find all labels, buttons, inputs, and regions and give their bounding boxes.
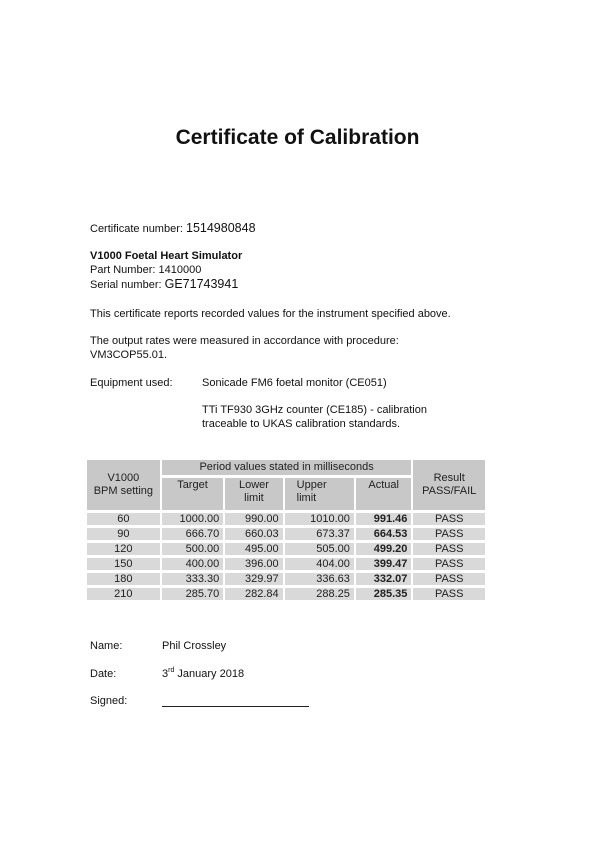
cell-target: 400.00	[162, 558, 224, 570]
part-number-label: Part Number:	[90, 264, 156, 276]
cell-actual: 499.20	[356, 543, 412, 555]
header-upper-line1: Upper	[296, 479, 327, 491]
header-actual: Actual	[356, 478, 412, 510]
header-lower-limit	[225, 478, 282, 510]
certificate-number-value: 1514980848	[186, 221, 256, 235]
header-bpm-setting	[87, 460, 160, 510]
cell-upper: 505.00	[285, 543, 354, 555]
serial-number-line	[90, 277, 238, 292]
date-label: Date:	[90, 668, 117, 680]
cell-lower: 660.03	[225, 528, 282, 540]
cell-upper: 288.25	[285, 588, 354, 600]
table-row	[87, 558, 485, 570]
cell-bpm: 210	[87, 588, 160, 600]
serial-number-label: Serial number:	[90, 279, 162, 291]
cell-result: PASS	[413, 543, 485, 555]
cell-lower: 990.00	[225, 513, 282, 525]
cell-bpm: 150	[87, 558, 160, 570]
header-upper-limit	[285, 478, 354, 510]
header-upper-line2: limit	[296, 492, 317, 504]
table-row	[87, 513, 485, 525]
date-value	[162, 667, 244, 681]
header-bpm-line2: BPM setting	[93, 485, 154, 497]
signature-line	[162, 706, 309, 707]
equipment-item-counter-line1: TTi TF930 3GHz counter (CE185) - calibration	[202, 404, 427, 416]
date-rest: January 2018	[174, 668, 245, 680]
equipment-item-counter-line2: traceable to UKAS calibration standards.	[202, 418, 401, 430]
table-row	[87, 573, 485, 585]
cell-target: 285.70	[162, 588, 224, 600]
header-target: Target	[162, 478, 224, 510]
header-lower-line2: limit	[244, 492, 264, 504]
procedure-code: VM3COP55.01.	[90, 349, 168, 361]
header-result	[413, 460, 485, 510]
table-row	[87, 588, 485, 600]
cell-upper: 1010.00	[285, 513, 354, 525]
cell-result: PASS	[413, 558, 485, 570]
date-suffix: rd	[168, 667, 175, 674]
cell-bpm: 60	[87, 513, 160, 525]
cell-lower: 329.97	[225, 573, 282, 585]
procedure-statement-line1: The output rates were measured in accordance with procedure:	[90, 335, 399, 347]
name-value: Phil Crossley	[162, 640, 227, 652]
serial-number-value: GE71743941	[164, 277, 239, 291]
part-number-line	[90, 263, 201, 277]
certificate-number-line	[90, 221, 256, 236]
cell-result: PASS	[413, 513, 485, 525]
equipment-label: Equipment used:	[90, 377, 173, 389]
cell-bpm: 180	[87, 573, 160, 585]
certificate-title: Certificate of Calibration	[175, 126, 420, 149]
cell-result: PASS	[413, 573, 485, 585]
cell-actual: 285.35	[356, 588, 412, 600]
table-row	[87, 528, 485, 540]
cell-actual: 664.53	[356, 528, 412, 540]
header-bpm-line1: V1000	[107, 472, 140, 484]
cell-upper: 336.63	[285, 573, 354, 585]
reports-statement: This certificate reports recorded values for the instrument specified above.	[90, 308, 451, 320]
cell-lower: 495.00	[225, 543, 282, 555]
cell-upper: 404.00	[285, 558, 354, 570]
header-lower-line1: Lower	[238, 479, 269, 491]
table-row	[87, 543, 485, 555]
calibration-table	[85, 457, 487, 603]
cell-lower: 282.84	[225, 588, 282, 600]
cell-actual: 399.47	[356, 558, 412, 570]
cell-lower: 396.00	[225, 558, 282, 570]
certificate-number-label: Certificate number:	[90, 223, 183, 235]
cell-target: 333.30	[162, 573, 224, 585]
header-period-group: Period values stated in milliseconds	[162, 460, 412, 475]
date-day: 3	[162, 668, 169, 680]
equipment-item-monitor: Sonicade FM6 foetal monitor (CE051)	[202, 377, 387, 389]
header-result-line1: Result	[433, 472, 465, 484]
cell-result: PASS	[413, 528, 485, 540]
name-label: Name:	[90, 640, 123, 652]
cell-actual: 332.07	[356, 573, 412, 585]
header-result-line2: PASS/FAIL	[422, 485, 477, 497]
cell-bpm: 120	[87, 543, 160, 555]
cell-bpm: 90	[87, 528, 160, 540]
cell-result: PASS	[413, 588, 485, 600]
cell-target: 500.00	[162, 543, 224, 555]
cell-actual: 991.46	[356, 513, 412, 525]
cell-target: 666.70	[162, 528, 224, 540]
signed-label: Signed:	[90, 695, 128, 707]
product-name: V1000 Foetal Heart Simulator	[90, 250, 243, 262]
part-number-value: 1410000	[158, 264, 202, 276]
cell-upper: 673.37	[285, 528, 354, 540]
cell-target: 1000.00	[162, 513, 224, 525]
